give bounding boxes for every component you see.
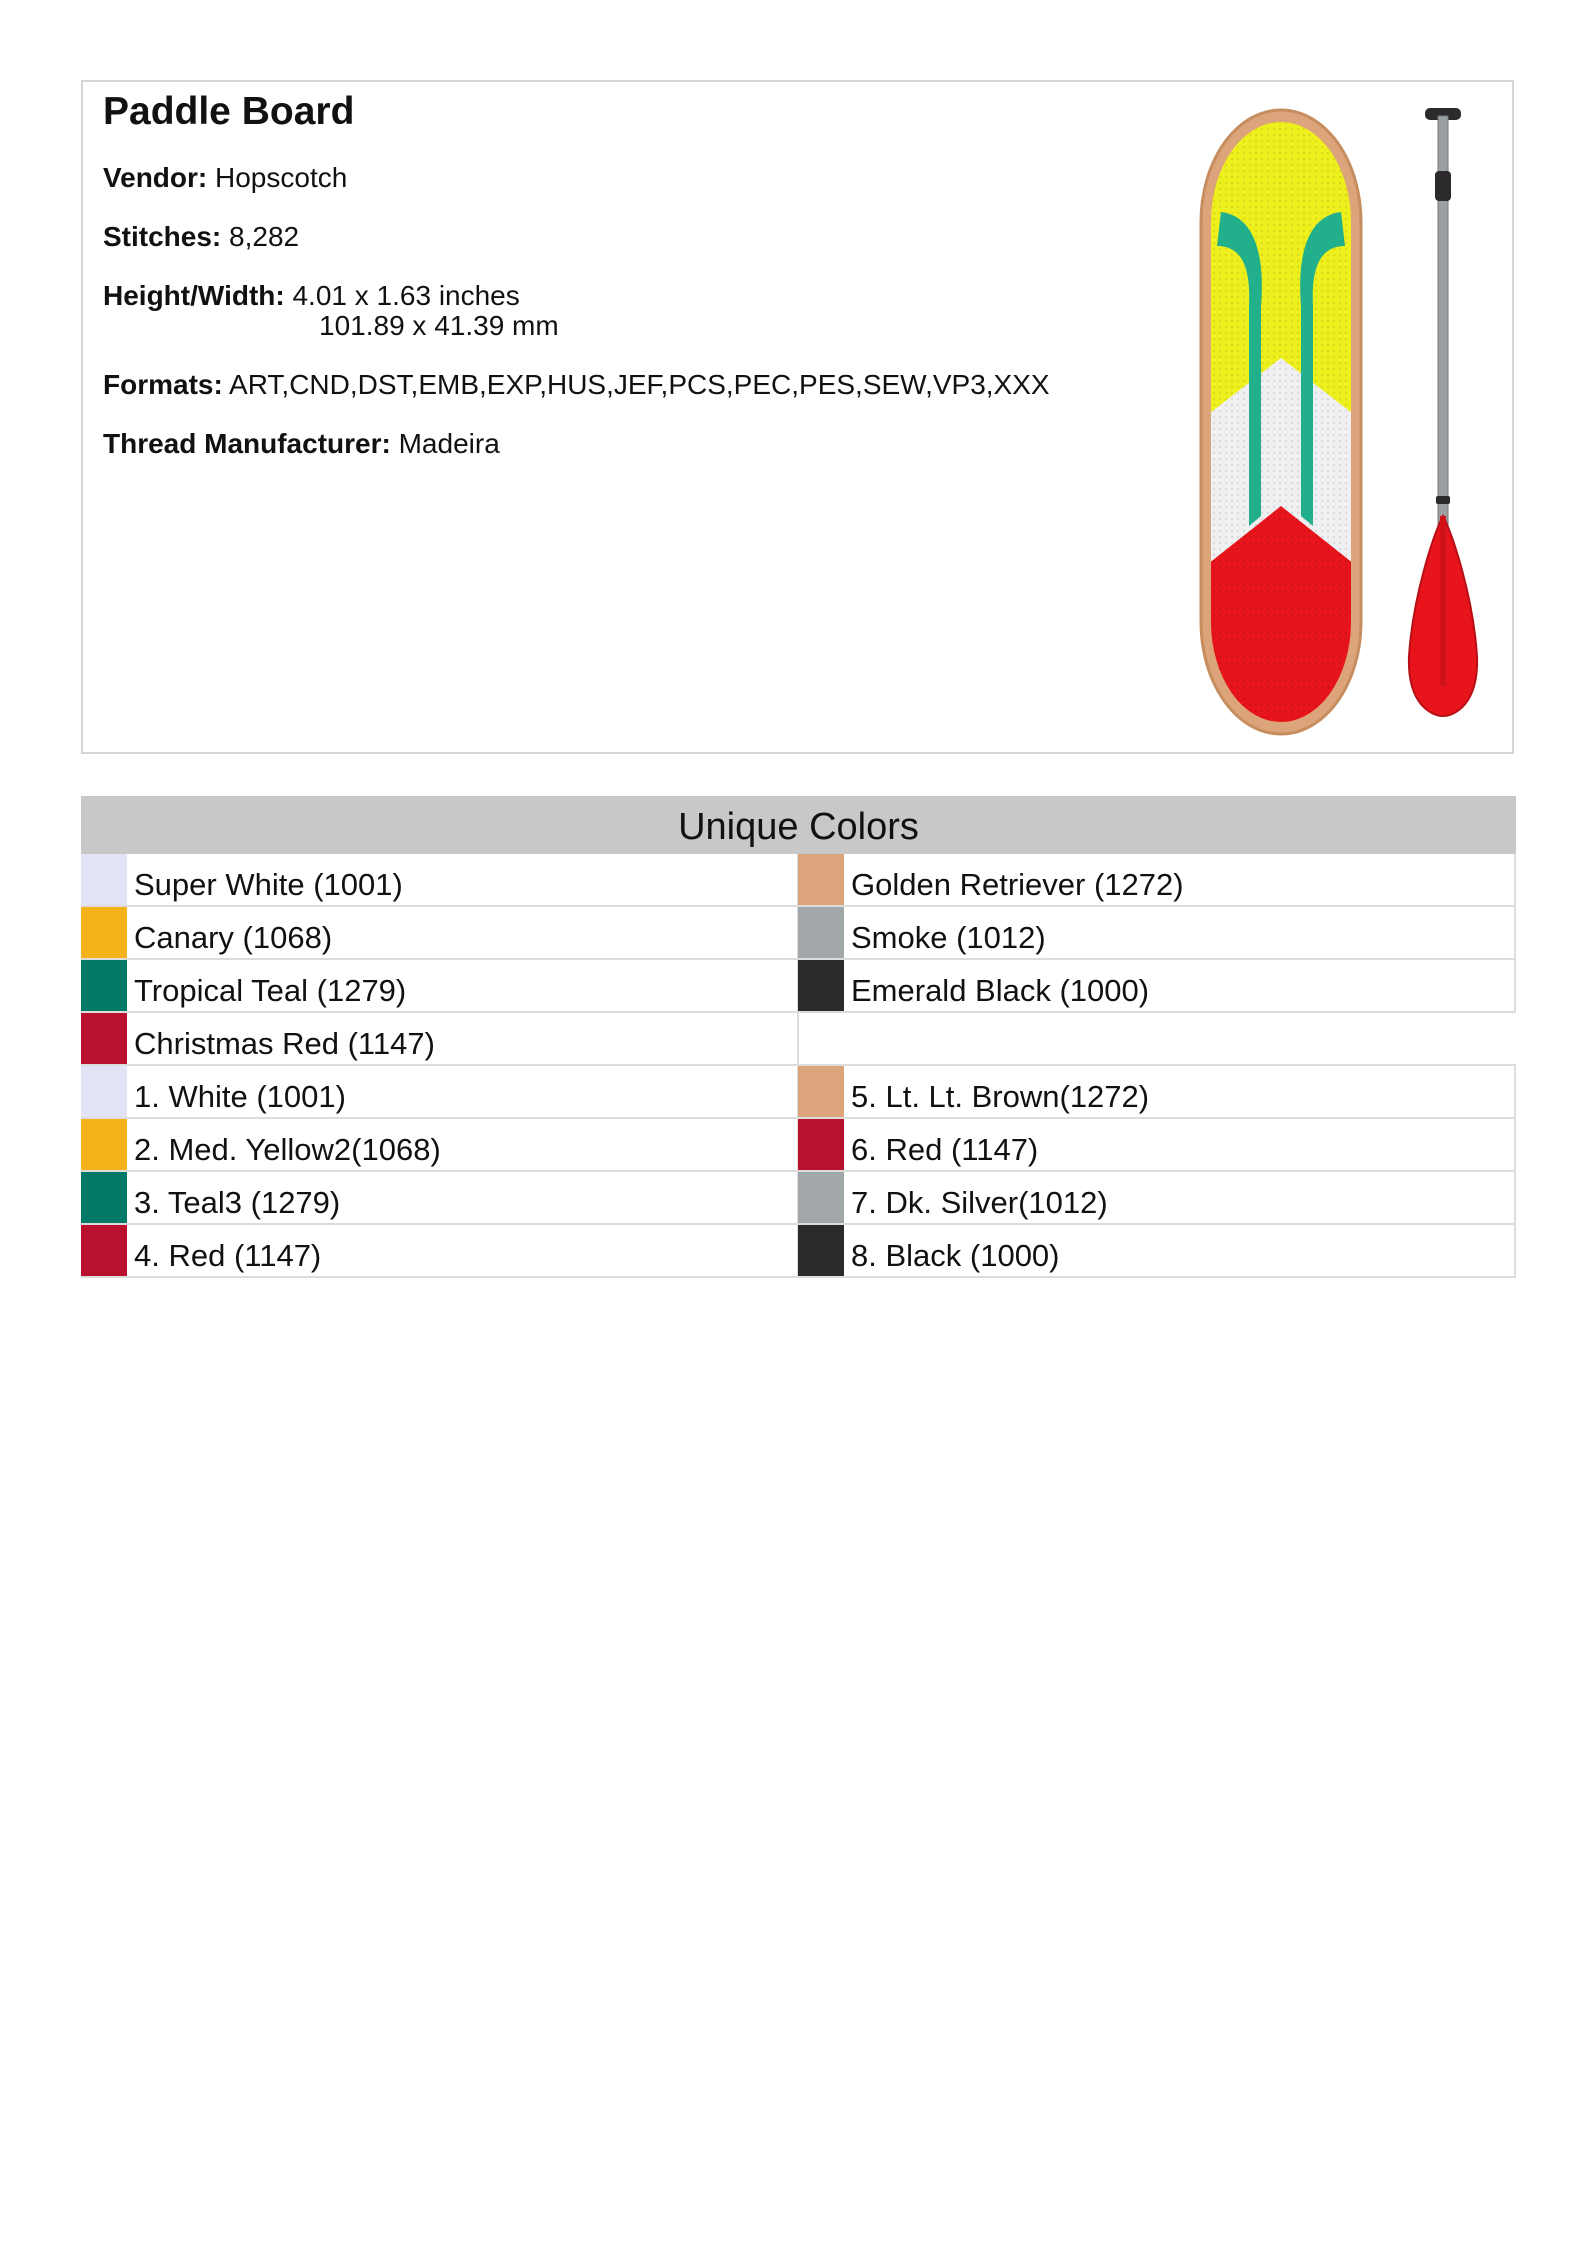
dimensions-label: Height/Width: [103, 280, 285, 311]
dimensions-inches: 4.01 x 1.63 inches [292, 280, 520, 311]
color-row [798, 960, 1516, 1013]
color-name: 8. Black (1000) [851, 1238, 1060, 1273]
vendor-value: Hopscotch [215, 162, 348, 193]
color-swatch [798, 1066, 844, 1117]
design-title: Paddle Board [103, 90, 355, 133]
color-swatch [81, 1225, 127, 1276]
stitches-label: Stitches: [103, 221, 222, 252]
color-swatch [798, 854, 844, 905]
formats-row [103, 369, 1050, 401]
color-row [81, 960, 799, 1013]
color-swatch [798, 1119, 844, 1170]
color-name: 6. Red (1147) [851, 1132, 1039, 1167]
color-name: Emerald Black (1000) [851, 973, 1150, 1008]
color-swatch [81, 1172, 127, 1223]
stitches-row [103, 221, 299, 253]
stitches-value: 8,282 [229, 221, 300, 252]
thread-label: Thread Manufacturer: [103, 428, 391, 459]
color-row [798, 907, 1516, 960]
color-row [81, 1013, 799, 1066]
color-row [798, 1172, 1516, 1225]
unique-colors-header: Unique Colors [81, 796, 1516, 854]
color-row [81, 1172, 799, 1225]
color-row [81, 907, 799, 960]
formats-value: ART,CND,DST,EMB,EXP,HUS,JEF,PCS,PEC,PES,SEW,VP3,XXX [229, 369, 1050, 400]
color-row [798, 1225, 1516, 1278]
dimensions-row [103, 280, 559, 341]
color-swatch [798, 960, 844, 1011]
color-name: Tropical Teal (1279) [134, 973, 407, 1008]
color-row [798, 854, 1516, 907]
color-row [81, 1066, 799, 1119]
color-row [81, 1225, 799, 1278]
color-row [81, 854, 799, 907]
color-swatch [798, 1225, 844, 1276]
color-name: 1. White (1001) [134, 1079, 346, 1114]
color-name: 3. Teal3 (1279) [134, 1185, 341, 1220]
color-name: 7. Dk. Silver(1012) [851, 1185, 1108, 1220]
color-swatch [81, 854, 127, 905]
color-swatch [81, 960, 127, 1011]
color-swatch [81, 907, 127, 958]
color-name: 5. Lt. Lt. Brown(1272) [851, 1079, 1150, 1114]
color-name: Christmas Red (1147) [134, 1026, 435, 1061]
color-name: Smoke (1012) [851, 920, 1046, 955]
color-name: 4. Red (1147) [134, 1238, 322, 1273]
color-row [81, 1119, 799, 1172]
paddle-board-image [1193, 96, 1513, 746]
formats-label: Formats: [103, 369, 223, 400]
color-row [798, 1119, 1516, 1172]
color-row [798, 1066, 1516, 1119]
color-swatch [81, 1119, 127, 1170]
vendor-row [103, 162, 347, 194]
dimensions-mm: 101.89 x 41.39 mm [319, 310, 559, 341]
unique-colors-table [81, 796, 1516, 1273]
color-name: Golden Retriever (1272) [851, 867, 1184, 902]
color-swatch [798, 907, 844, 958]
design-info-box [81, 80, 1514, 754]
empty-cell [798, 1013, 1516, 1066]
vendor-label: Vendor: [103, 162, 208, 193]
thread-row [103, 428, 500, 460]
color-name: Canary (1068) [134, 920, 333, 955]
color-swatch [798, 1172, 844, 1223]
color-name: Super White (1001) [134, 867, 403, 902]
color-swatch [81, 1066, 127, 1117]
color-swatch [81, 1013, 127, 1064]
color-name: 2. Med. Yellow2(1068) [134, 1132, 441, 1167]
thread-value: Madeira [398, 428, 500, 459]
board-body [1193, 96, 1393, 746]
